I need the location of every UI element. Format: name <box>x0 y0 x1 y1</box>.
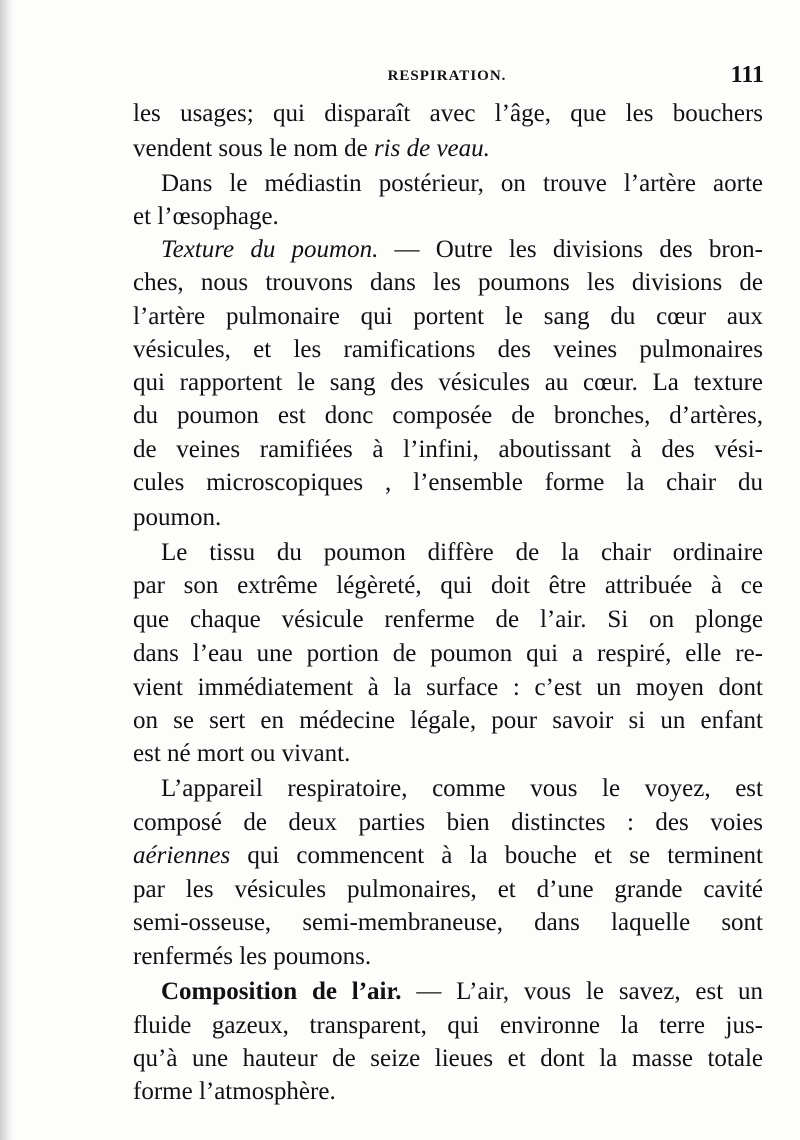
text-segment: L’appareil respiratoire, comme vous le voyez, est <box>161 775 763 802</box>
text-segment: qui commencent à la bouche et se terminent <box>230 842 763 869</box>
text-segment: cules microscopiques , l’ensemble forme la chair du <box>133 469 763 496</box>
text-segment: renfermés les poumons. <box>133 943 372 970</box>
running-title: RESPIRATION. <box>387 68 507 84</box>
text-segment: composé de deux parties bien distinctes : des voies <box>133 809 763 836</box>
text-segment-italic: ris de veau. <box>373 135 490 162</box>
text-segment: — Outre les divisions des bron- <box>378 236 763 263</box>
text-segment: ches, nous trouvons dans les poumons les divisions de <box>133 269 763 296</box>
text-line <box>133 907 763 939</box>
text-segment: dans l’eau une portion de poumon qui a respiré, elle re- <box>133 640 763 667</box>
text-segment: qu’à une hauteur de seize lieues et dont la masse totale <box>133 1045 763 1072</box>
text-line <box>133 467 763 499</box>
text-line <box>133 604 763 636</box>
text-segment: Le tissu du poumon diffère de la chair ordinaire <box>161 539 763 566</box>
text-segment: poumon. <box>133 504 222 531</box>
text-line <box>161 168 763 200</box>
page-binding-shadow <box>0 0 14 1140</box>
text-line <box>133 400 763 432</box>
text-line <box>133 301 763 333</box>
text-segment: de veines ramifiées à l’infini, aboutissant à des vési- <box>133 436 763 463</box>
text-line <box>133 840 763 872</box>
text-segment: les usages; qui disparaît avec l’âge, que les bouchers <box>133 100 763 127</box>
text-line <box>133 672 763 704</box>
text-segment: vendent sous le nom de <box>133 135 374 162</box>
text-segment: — L’air, vous le savez, est un <box>401 978 763 1005</box>
text-line <box>161 537 763 569</box>
text-line <box>161 773 763 805</box>
text-segment: l’artère pulmonaire qui portent le sang du cœur aux <box>133 303 763 330</box>
text-line <box>161 976 763 1008</box>
text-segment: vient immédiatement à la surface : c’est un moyen dont <box>133 674 763 701</box>
text-line <box>133 434 763 466</box>
text-segment: qui rapportent le sang des vésicules au cœur. La texture <box>133 369 763 396</box>
text-line <box>133 201 763 233</box>
text-line <box>133 941 763 973</box>
text-line <box>133 334 763 366</box>
text-line <box>133 807 763 839</box>
text-segment: on se sert en médecine légale, pour savoir si un enfant <box>133 707 763 734</box>
text-segment: par son extrême légèreté, qui doit être attribuée à ce <box>133 572 763 599</box>
text-segment: fluide gazeux, transparent, qui environne la terre jus- <box>133 1012 763 1039</box>
text-line <box>133 367 763 399</box>
text-segment-bold: Composition de l’air. <box>161 978 402 1005</box>
text-segment: vésicules, et les ramifications des veines pulmonaires <box>133 336 763 363</box>
text-line <box>133 1076 763 1108</box>
text-line <box>133 570 763 602</box>
text-segment-italic: Texture du poumon. <box>161 236 379 263</box>
text-line <box>161 234 763 266</box>
text-segment-italic: aériennes <box>133 842 231 869</box>
text-line <box>133 98 763 130</box>
text-line <box>133 738 763 770</box>
text-segment: et l’œsophage. <box>133 203 279 230</box>
text-line <box>133 705 763 737</box>
text-segment: Dans le médiastin postérieur, on trouve l’artère aorte <box>161 170 763 197</box>
text-segment: forme l’atmosphère. <box>133 1078 336 1105</box>
text-segment: du poumon est donc composée de bronches, d’artères, <box>133 402 763 429</box>
text-line <box>133 267 763 299</box>
text-line <box>133 502 763 534</box>
text-segment: que chaque vésicule renferme de l’air. Si on plonge <box>133 606 763 633</box>
text-segment: est né mort ou vivant. <box>133 740 351 767</box>
text-line <box>133 874 763 906</box>
text-line <box>133 1043 763 1075</box>
page-number: 111 <box>730 62 764 88</box>
running-head <box>130 62 764 92</box>
text-segment: semi-osseuse, semi-membraneuse, dans laquelle sont <box>133 909 763 936</box>
text-line <box>133 638 763 670</box>
text-line <box>133 1010 763 1042</box>
text-line <box>133 133 763 165</box>
text-segment: par les vésicules pulmonaires, et d’une grande cavité <box>133 876 763 903</box>
